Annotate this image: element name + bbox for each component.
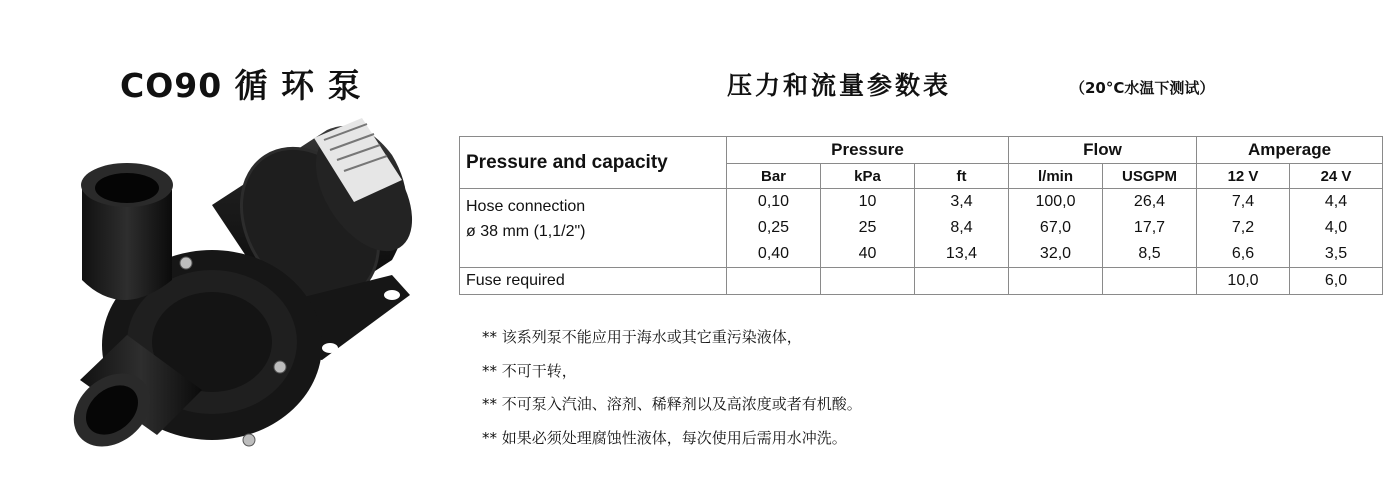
pump-product-image xyxy=(62,110,442,460)
table-corner-header: Pressure and capacity xyxy=(460,137,727,189)
cell-lmin: 32,0 xyxy=(1009,241,1103,268)
fuse-cell-ft xyxy=(915,268,1009,295)
fuse-cell-usgpm xyxy=(1103,268,1197,295)
cell-12v: 7,4 xyxy=(1197,189,1290,216)
unit-lmin: l/min xyxy=(1009,164,1103,189)
unit-kpa: kPa xyxy=(821,164,915,189)
table-row xyxy=(460,189,1383,216)
hose-connection-label xyxy=(460,189,727,268)
cell-ft: 8,4 xyxy=(915,215,1009,241)
hose-label-line1: Hose connection xyxy=(466,198,586,215)
unit-24v: 24 V xyxy=(1290,164,1383,189)
note-item: ** 不可泵入汽油、溶剂、稀释剂以及高浓度或者有机酸。 xyxy=(482,395,862,413)
fuse-required-label: Fuse required xyxy=(460,268,727,295)
cell-kpa: 40 xyxy=(821,241,915,268)
cell-24v: 3,5 xyxy=(1290,241,1383,268)
unit-ft: ft xyxy=(915,164,1009,189)
hose-label-line2: ø 38 mm (1,1/2") xyxy=(466,223,586,240)
product-title: CO90 循 环 泵 xyxy=(120,66,362,105)
note-item: ** 该系列泵不能应用于海水或其它重污染液体， xyxy=(482,328,802,346)
usage-notes xyxy=(482,324,862,458)
cell-24v: 4,4 xyxy=(1290,189,1383,216)
fuse-cell-12v: 10,0 xyxy=(1197,268,1290,295)
cell-bar: 0,25 xyxy=(727,215,821,241)
cell-24v: 4,0 xyxy=(1290,215,1383,241)
pressure-header: Pressure xyxy=(727,137,1009,164)
cell-usgpm: 8,5 xyxy=(1103,241,1197,268)
unit-bar: Bar xyxy=(727,164,821,189)
cell-lmin: 67,0 xyxy=(1009,215,1103,241)
cell-kpa: 25 xyxy=(821,215,915,241)
cell-ft: 3,4 xyxy=(915,189,1009,216)
fuse-cell-bar xyxy=(727,268,821,295)
cell-usgpm: 17,7 xyxy=(1103,215,1197,241)
pressure-flow-table xyxy=(459,136,1383,295)
cell-12v: 7,2 xyxy=(1197,215,1290,241)
amperage-header: Amperage xyxy=(1197,137,1383,164)
outlet-pipe xyxy=(81,163,173,300)
cell-ft: 13,4 xyxy=(915,241,1009,268)
cell-bar: 0,10 xyxy=(727,189,821,216)
cell-12v: 6,6 xyxy=(1197,241,1290,268)
cell-kpa: 10 xyxy=(821,189,915,216)
cell-usgpm: 26,4 xyxy=(1103,189,1197,216)
table-subtitle: （20°C水温下测试） xyxy=(1070,79,1215,97)
fuse-cell-lmin xyxy=(1009,268,1103,295)
unit-usgpm: USGPM xyxy=(1103,164,1197,189)
note-item: ** 不可干转， xyxy=(482,361,577,380)
fuse-cell-24v: 6,0 xyxy=(1290,268,1383,295)
cell-lmin: 100,0 xyxy=(1009,189,1103,216)
note-item: ** 如果必须处理腐蚀性液体，每次使用后需用水冲洗。 xyxy=(482,428,847,447)
flow-header: Flow xyxy=(1009,137,1197,164)
fuse-row xyxy=(460,268,1383,295)
table-title: 压力和流量参数表 xyxy=(727,71,952,100)
cell-bar: 0,40 xyxy=(727,241,821,268)
fuse-cell-kpa xyxy=(821,268,915,295)
unit-12v: 12 V xyxy=(1197,164,1290,189)
